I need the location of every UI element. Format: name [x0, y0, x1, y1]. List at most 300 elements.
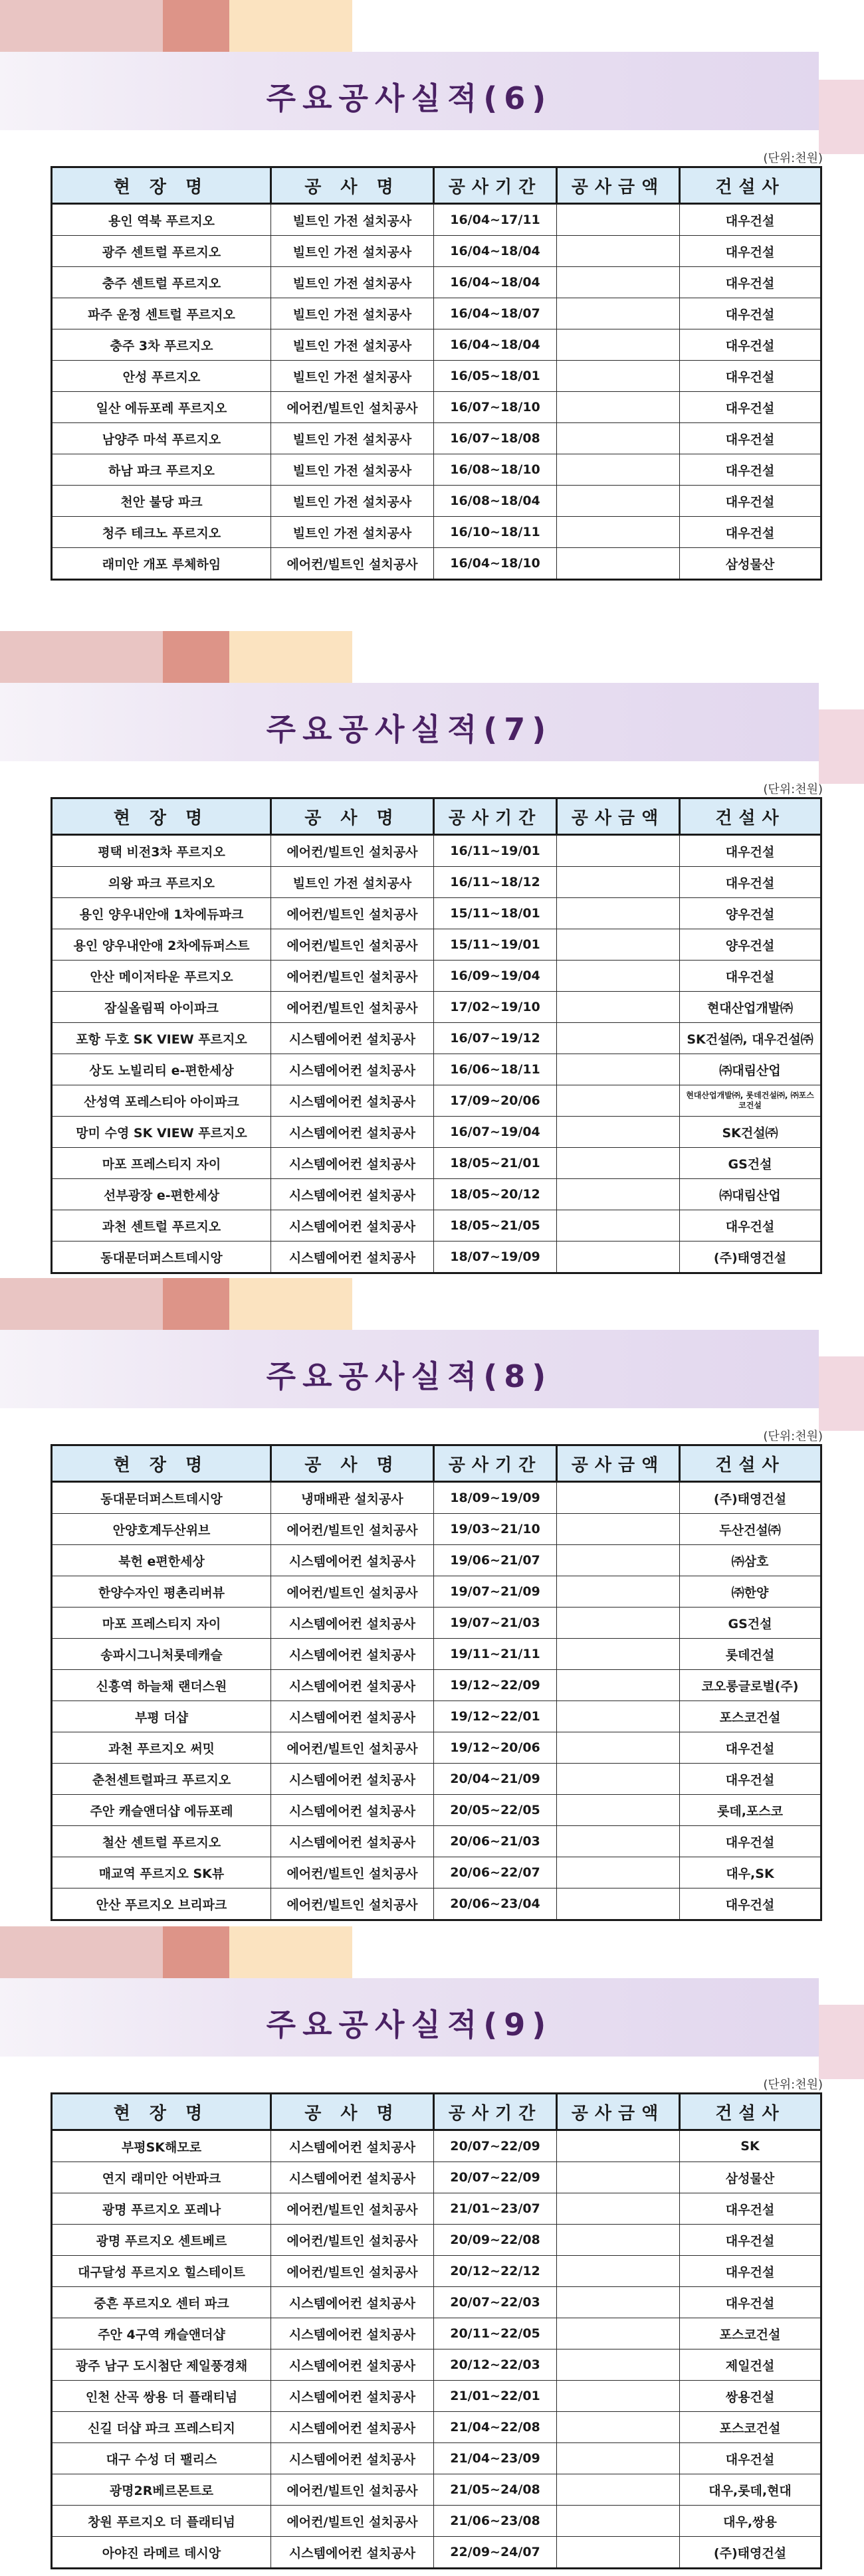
period-cell: 21/04~23/09	[434, 2443, 557, 2474]
header-color-block	[163, 0, 229, 52]
table-header-row	[52, 1445, 821, 1482]
period-cell: 16/07~19/12	[434, 1023, 557, 1054]
site-name-cell: 안양호계두산위브	[52, 1514, 271, 1545]
period-cell: 16/09~19/04	[434, 961, 557, 992]
table-row	[52, 2443, 821, 2474]
amount-cell	[557, 2381, 680, 2412]
work-name-cell: 에어컨/빌트인 설치공사	[271, 2256, 434, 2287]
work-name-cell: 에어컨/빌트인 설치공사	[271, 992, 434, 1023]
table-row	[52, 1701, 821, 1732]
header-color-block	[0, 1278, 163, 1330]
work-name-cell: 빌트인 가전 설치공사	[271, 486, 434, 517]
site-name-cell: 아야진 라메르 데시앙	[52, 2537, 271, 2569]
site-name-cell: 산성역 포레스티아 아이파크	[52, 1085, 271, 1117]
work-name-cell: 시스템에어컨 설치공사	[271, 2130, 434, 2162]
builder-cell: 대우건설	[680, 423, 821, 454]
builder-cell: 대우건설	[680, 2256, 821, 2287]
builder-cell: 대우건설	[680, 1764, 821, 1795]
site-name-cell: 광명2R베르몬트로	[52, 2474, 271, 2506]
site-name-cell: 래미안 개포 루체하임	[52, 548, 271, 580]
header-color-block	[229, 631, 352, 683]
builder-cell: 양우건설	[680, 898, 821, 929]
table-row	[52, 454, 821, 486]
builder-cell: 대우건설	[680, 1732, 821, 1764]
site-name-cell: 용인 양우내안애 2차에듀퍼스트	[52, 929, 271, 961]
period-cell: 17/09~20/06	[434, 1085, 557, 1117]
work-name-cell: 에어컨/빌트인 설치공사	[271, 961, 434, 992]
amount-cell	[557, 835, 680, 867]
builder-cell: 대우건설	[680, 1826, 821, 1857]
table-row	[52, 486, 821, 517]
site-name-cell: 광명 푸르지오 센트베르	[52, 2225, 271, 2256]
column-header: 건설사	[680, 798, 821, 835]
amount-cell	[557, 1888, 680, 1920]
builder-cell: SK	[680, 2130, 821, 2162]
site-name-cell: 안산 푸르지오 브리파크	[52, 1888, 271, 1920]
site-name-cell: 상도 노빌리티 e-편한세상	[52, 1054, 271, 1085]
builder-cell: 코오롱글로벌(주)	[680, 1670, 821, 1701]
site-name-cell: 파주 운정 센트럴 푸르지오	[52, 298, 271, 329]
builder-cell: 포스코건설	[680, 2412, 821, 2443]
amount-cell	[557, 267, 680, 298]
period-cell: 16/04~18/04	[434, 267, 557, 298]
amount-cell	[557, 1857, 680, 1888]
work-name-cell: 시스템에어컨 설치공사	[271, 1764, 434, 1795]
site-name-cell: 잠실올림픽 아이파크	[52, 992, 271, 1023]
table-row	[52, 2318, 821, 2349]
builder-cell: 포스코건설	[680, 2318, 821, 2349]
builder-cell: 대우건설	[680, 486, 821, 517]
amount-cell	[557, 361, 680, 392]
period-cell: 21/04~22/08	[434, 2412, 557, 2443]
table-row	[52, 1085, 821, 1117]
report-section	[0, 0, 864, 624]
builder-cell: ㈜한양	[680, 1576, 821, 1608]
amount-cell	[557, 1608, 680, 1639]
section-title: 주요공사실적(6)	[266, 80, 553, 116]
amount-cell	[557, 1179, 680, 1210]
builder-cell: 롯데,포스코	[680, 1795, 821, 1826]
site-name-cell: 대구달성 푸르지오 힐스테이트	[52, 2256, 271, 2287]
builder-cell: 두산건설㈜	[680, 1514, 821, 1545]
section-title: 주요공사실적(7)	[266, 711, 553, 747]
work-name-cell: 시스템에어컨 설치공사	[271, 1826, 434, 1857]
table-row	[52, 2506, 821, 2537]
column-header: 공 사 명	[271, 798, 434, 835]
amount-cell	[557, 2412, 680, 2443]
table-header-row	[52, 2094, 821, 2130]
amount-cell	[557, 1795, 680, 1826]
amount-cell	[557, 2474, 680, 2506]
column-header: 공사금액	[557, 1445, 680, 1482]
projects-table	[51, 797, 822, 1274]
work-name-cell: 냉매배관 설치공사	[271, 1482, 434, 1514]
table-row	[52, 835, 821, 867]
work-name-cell: 시스템에어컨 설치공사	[271, 2318, 434, 2349]
amount-cell	[557, 1023, 680, 1054]
work-name-cell: 빌트인 가전 설치공사	[271, 423, 434, 454]
title-band-accent	[819, 2005, 864, 2079]
amount-cell	[557, 548, 680, 580]
projects-table	[51, 166, 822, 581]
table-row	[52, 1670, 821, 1701]
amount-cell	[557, 898, 680, 929]
builder-cell: 대우건설	[680, 236, 821, 267]
builder-cell: 롯데건설	[680, 1639, 821, 1670]
builder-cell: SK건설㈜	[680, 1117, 821, 1148]
period-cell: 16/11~18/12	[434, 867, 557, 898]
table-row	[52, 961, 821, 992]
amount-cell	[557, 1210, 680, 1242]
work-name-cell: 시스템에어컨 설치공사	[271, 2349, 434, 2381]
column-header: 공사금액	[557, 2094, 680, 2130]
header-color-blocks	[0, 631, 352, 683]
site-name-cell: 송파시그니처롯데캐슬	[52, 1639, 271, 1670]
header-color-block	[229, 1926, 352, 1978]
amount-cell	[557, 517, 680, 548]
header-color-blocks	[0, 1926, 352, 1978]
site-name-cell: 의왕 파크 푸르지오	[52, 867, 271, 898]
period-cell: 21/01~23/07	[434, 2193, 557, 2225]
work-name-cell: 에어컨/빌트인 설치공사	[271, 2506, 434, 2537]
builder-cell: 대우건설	[680, 454, 821, 486]
work-name-cell: 에어컨/빌트인 설치공사	[271, 835, 434, 867]
amount-cell	[557, 867, 680, 898]
site-name-cell: 중흔 푸르지오 센터 파크	[52, 2287, 271, 2318]
period-cell: 16/08~18/10	[434, 454, 557, 486]
work-name-cell: 시스템에어컨 설치공사	[271, 1639, 434, 1670]
table-row	[52, 2256, 821, 2287]
amount-cell	[557, 454, 680, 486]
period-cell: 16/04~18/07	[434, 298, 557, 329]
amount-cell	[557, 1576, 680, 1608]
site-name-cell: 안산 메이저타운 푸르지오	[52, 961, 271, 992]
work-name-cell: 빌트인 가전 설치공사	[271, 236, 434, 267]
work-name-cell: 에어컨/빌트인 설치공사	[271, 898, 434, 929]
builder-cell: 대우건설	[680, 517, 821, 548]
amount-cell	[557, 1482, 680, 1514]
amount-cell	[557, 929, 680, 961]
period-cell: 19/07~21/09	[434, 1576, 557, 1608]
period-cell: 20/12~22/03	[434, 2349, 557, 2381]
title-band-accent	[819, 1356, 864, 1431]
period-cell: 18/09~19/09	[434, 1482, 557, 1514]
period-cell: 16/05~18/01	[434, 361, 557, 392]
period-cell: 19/12~22/09	[434, 1670, 557, 1701]
amount-cell	[557, 486, 680, 517]
site-name-cell: 충주 센트럴 푸르지오	[52, 267, 271, 298]
work-name-cell: 빌트인 가전 설치공사	[271, 517, 434, 548]
column-header: 공 사 명	[271, 1445, 434, 1482]
table-row	[52, 423, 821, 454]
work-name-cell: 시스템에어컨 설치공사	[271, 1210, 434, 1242]
site-name-cell: 과천 센트럴 푸르지오	[52, 1210, 271, 1242]
period-cell: 18/07~19/09	[434, 1242, 557, 1273]
work-name-cell: 에어컨/빌트인 설치공사	[271, 1576, 434, 1608]
title-band-accent	[819, 709, 864, 784]
amount-cell	[557, 1148, 680, 1179]
unit-label: (단위:천원)	[763, 151, 823, 165]
work-name-cell: 에어컨/빌트인 설치공사	[271, 1514, 434, 1545]
builder-cell: 대우건설	[680, 835, 821, 867]
work-name-cell: 에어컨/빌트인 설치공사	[271, 2193, 434, 2225]
builder-cell: 양우건설	[680, 929, 821, 961]
period-cell: 20/06~23/04	[434, 1888, 557, 1920]
amount-cell	[557, 204, 680, 236]
amount-cell	[557, 961, 680, 992]
period-cell: 19/12~22/01	[434, 1701, 557, 1732]
work-name-cell: 시스템에어컨 설치공사	[271, 1608, 434, 1639]
period-cell: 16/04~18/04	[434, 236, 557, 267]
site-name-cell: 청주 테크노 푸르지오	[52, 517, 271, 548]
builder-cell: 대우건설	[680, 267, 821, 298]
table-header-row	[52, 798, 821, 835]
builder-cell: 쌍용건설	[680, 2381, 821, 2412]
amount-cell	[557, 1054, 680, 1085]
period-cell: 16/04~18/10	[434, 548, 557, 580]
table-row	[52, 548, 821, 580]
period-cell: 20/07~22/09	[434, 2162, 557, 2193]
period-cell: 18/05~21/01	[434, 1148, 557, 1179]
table-row	[52, 2381, 821, 2412]
table-row	[52, 1732, 821, 1764]
table-row	[52, 1545, 821, 1576]
table-row	[52, 1117, 821, 1148]
table-row	[52, 1826, 821, 1857]
column-header: 공사금액	[557, 167, 680, 204]
table-row	[52, 1023, 821, 1054]
site-name-cell: 한양수자인 평촌리버뷰	[52, 1576, 271, 1608]
period-cell: 17/02~19/10	[434, 992, 557, 1023]
period-cell: 16/07~18/08	[434, 423, 557, 454]
site-name-cell: 마포 프레스티지 자이	[52, 1608, 271, 1639]
table-row	[52, 392, 821, 423]
header-color-block	[163, 1926, 229, 1978]
period-cell: 16/08~18/04	[434, 486, 557, 517]
column-header: 현 장 명	[52, 2094, 271, 2130]
period-cell: 20/11~22/05	[434, 2318, 557, 2349]
work-name-cell: 시스템에어컨 설치공사	[271, 1148, 434, 1179]
amount-cell	[557, 2318, 680, 2349]
header-color-blocks	[0, 1278, 352, 1330]
period-cell: 16/11~19/01	[434, 835, 557, 867]
work-name-cell: 에어컨/빌트인 설치공사	[271, 1732, 434, 1764]
header-color-block	[229, 0, 352, 52]
work-name-cell: 빌트인 가전 설치공사	[271, 298, 434, 329]
table-row	[52, 992, 821, 1023]
amount-cell	[557, 1732, 680, 1764]
work-name-cell: 시스템에어컨 설치공사	[271, 1117, 434, 1148]
amount-cell	[557, 2443, 680, 2474]
site-name-cell: 대구 수성 더 팰리스	[52, 2443, 271, 2474]
work-name-cell: 시스템에어컨 설치공사	[271, 1054, 434, 1085]
builder-cell: 대우,쌍용	[680, 2506, 821, 2537]
work-name-cell: 시스템에어컨 설치공사	[271, 1670, 434, 1701]
work-name-cell: 시스템에어컨 설치공사	[271, 1242, 434, 1273]
site-name-cell: 선부광장 e-편한세상	[52, 1179, 271, 1210]
report-section	[0, 1926, 864, 2561]
builder-cell: 대우건설	[680, 204, 821, 236]
work-name-cell: 시스템에어컨 설치공사	[271, 2287, 434, 2318]
work-name-cell: 에어컨/빌트인 설치공사	[271, 2474, 434, 2506]
table-row	[52, 2130, 821, 2162]
amount-cell	[557, 1639, 680, 1670]
site-name-cell: 창원 푸르지오 더 플래티넘	[52, 2506, 271, 2537]
site-name-cell: 광주 센트럴 푸르지오	[52, 236, 271, 267]
period-cell: 16/04~17/11	[434, 204, 557, 236]
table-row	[52, 898, 821, 929]
header-color-block	[163, 1278, 229, 1330]
table-row	[52, 204, 821, 236]
site-name-cell: 인천 산곡 쌍용 더 플래티넘	[52, 2381, 271, 2412]
table-row	[52, 867, 821, 898]
table-row	[52, 2537, 821, 2569]
period-cell: 20/06~22/07	[434, 1857, 557, 1888]
report-section	[0, 631, 864, 1265]
builder-cell: 대우건설	[680, 961, 821, 992]
work-name-cell: 시스템에어컨 설치공사	[271, 1795, 434, 1826]
amount-cell	[557, 1085, 680, 1117]
builder-cell: 현대산업개발㈜	[680, 992, 821, 1023]
table-row	[52, 1054, 821, 1085]
work-name-cell: 시스템에어컨 설치공사	[271, 2381, 434, 2412]
period-cell: 19/11~21/11	[434, 1639, 557, 1670]
table-row	[52, 2225, 821, 2256]
work-name-cell: 시스템에어컨 설치공사	[271, 2443, 434, 2474]
table-row	[52, 2412, 821, 2443]
amount-cell	[557, 2162, 680, 2193]
column-header: 현 장 명	[52, 167, 271, 204]
site-name-cell: 매교역 푸르지오 SK뷰	[52, 1857, 271, 1888]
projects-table	[51, 1444, 822, 1921]
projects-table	[51, 2092, 822, 2569]
period-cell: 16/07~18/10	[434, 392, 557, 423]
work-name-cell: 빌트인 가전 설치공사	[271, 329, 434, 361]
builder-cell: 대우건설	[680, 1888, 821, 1920]
builder-cell: 삼성물산	[680, 548, 821, 580]
table-row	[52, 236, 821, 267]
period-cell: 16/07~19/04	[434, 1117, 557, 1148]
site-name-cell: 연지 래미안 어반파크	[52, 2162, 271, 2193]
period-cell: 20/12~22/12	[434, 2256, 557, 2287]
column-header: 공 사 명	[271, 167, 434, 204]
amount-cell	[557, 1826, 680, 1857]
site-name-cell: 과천 푸르지오 써밋	[52, 1732, 271, 1764]
builder-cell: 대우건설	[680, 361, 821, 392]
builder-cell: 대우건설	[680, 867, 821, 898]
builder-cell: 대우,SK	[680, 1857, 821, 1888]
builder-cell: 대우건설	[680, 1210, 821, 1242]
builder-cell: 삼성물산	[680, 2162, 821, 2193]
site-name-cell: 남양주 마석 푸르지오	[52, 423, 271, 454]
work-name-cell: 빌트인 가전 설치공사	[271, 361, 434, 392]
work-name-cell: 에어컨/빌트인 설치공사	[271, 1857, 434, 1888]
amount-cell	[557, 236, 680, 267]
report-section	[0, 1278, 864, 1912]
builder-cell: 대우건설	[680, 2193, 821, 2225]
work-name-cell: 빌트인 가전 설치공사	[271, 867, 434, 898]
period-cell: 19/06~21/07	[434, 1545, 557, 1576]
amount-cell	[557, 329, 680, 361]
header-color-block	[163, 631, 229, 683]
column-header: 공사기간	[434, 2094, 557, 2130]
period-cell: 16/10~18/11	[434, 517, 557, 548]
table-row	[52, 2162, 821, 2193]
column-header: 현 장 명	[52, 798, 271, 835]
site-name-cell: 동대문더퍼스트데시앙	[52, 1242, 271, 1273]
table-row	[52, 2193, 821, 2225]
table-row	[52, 1242, 821, 1273]
site-name-cell: 용인 양우내안애 1차에듀파크	[52, 898, 271, 929]
table-row	[52, 517, 821, 548]
work-name-cell: 시스템에어컨 설치공사	[271, 2412, 434, 2443]
table-row	[52, 2287, 821, 2318]
site-name-cell: 북헌 e편한세상	[52, 1545, 271, 1576]
work-name-cell: 시스템에어컨 설치공사	[271, 2537, 434, 2569]
period-cell: 19/12~20/06	[434, 1732, 557, 1764]
amount-cell	[557, 2193, 680, 2225]
column-header: 건설사	[680, 167, 821, 204]
period-cell: 19/07~21/03	[434, 1608, 557, 1639]
table-row	[52, 1857, 821, 1888]
work-name-cell: 에어컨/빌트인 설치공사	[271, 392, 434, 423]
period-cell: 22/09~24/07	[434, 2537, 557, 2569]
site-name-cell: 동대문더퍼스트데시앙	[52, 1482, 271, 1514]
amount-cell	[557, 2506, 680, 2537]
table-row	[52, 329, 821, 361]
amount-cell	[557, 1701, 680, 1732]
table-row	[52, 1482, 821, 1514]
builder-cell: 대우건설	[680, 298, 821, 329]
table-row	[52, 2349, 821, 2381]
site-name-cell: 안성 푸르지오	[52, 361, 271, 392]
site-name-cell: 천안 불당 파크	[52, 486, 271, 517]
column-header: 건설사	[680, 2094, 821, 2130]
table-row	[52, 1576, 821, 1608]
period-cell: 20/04~21/09	[434, 1764, 557, 1795]
column-header: 공 사 명	[271, 2094, 434, 2130]
table-row	[52, 1795, 821, 1826]
work-name-cell: 시스템에어컨 설치공사	[271, 1085, 434, 1117]
work-name-cell: 시스템에어컨 설치공사	[271, 1545, 434, 1576]
amount-cell	[557, 2130, 680, 2162]
table-header-row	[52, 167, 821, 204]
work-name-cell: 빌트인 가전 설치공사	[271, 454, 434, 486]
work-name-cell: 시스템에어컨 설치공사	[271, 2162, 434, 2193]
work-name-cell: 에어컨/빌트인 설치공사	[271, 1888, 434, 1920]
period-cell: 15/11~18/01	[434, 898, 557, 929]
column-header: 공사금액	[557, 798, 680, 835]
work-name-cell: 시스템에어컨 설치공사	[271, 1701, 434, 1732]
site-name-cell: 광주 남구 도시첨단 제일풍경채	[52, 2349, 271, 2381]
builder-cell: 포스코건설	[680, 1701, 821, 1732]
table-row	[52, 1514, 821, 1545]
header-color-block	[0, 0, 163, 52]
site-name-cell: 부평SK해모로	[52, 2130, 271, 2162]
period-cell: 16/06~18/11	[434, 1054, 557, 1085]
amount-cell	[557, 992, 680, 1023]
amount-cell	[557, 2256, 680, 2287]
site-name-cell: 신흥역 하늘채 랜더스원	[52, 1670, 271, 1701]
amount-cell	[557, 2287, 680, 2318]
period-cell: 21/01~22/01	[434, 2381, 557, 2412]
amount-cell	[557, 1242, 680, 1273]
column-header: 공사기간	[434, 798, 557, 835]
builder-cell: (주)태영건설	[680, 2537, 821, 2569]
period-cell: 20/06~21/03	[434, 1826, 557, 1857]
section-title: 주요공사실적(9)	[266, 2007, 553, 2043]
site-name-cell: 춘천센트럴파크 푸르지오	[52, 1764, 271, 1795]
